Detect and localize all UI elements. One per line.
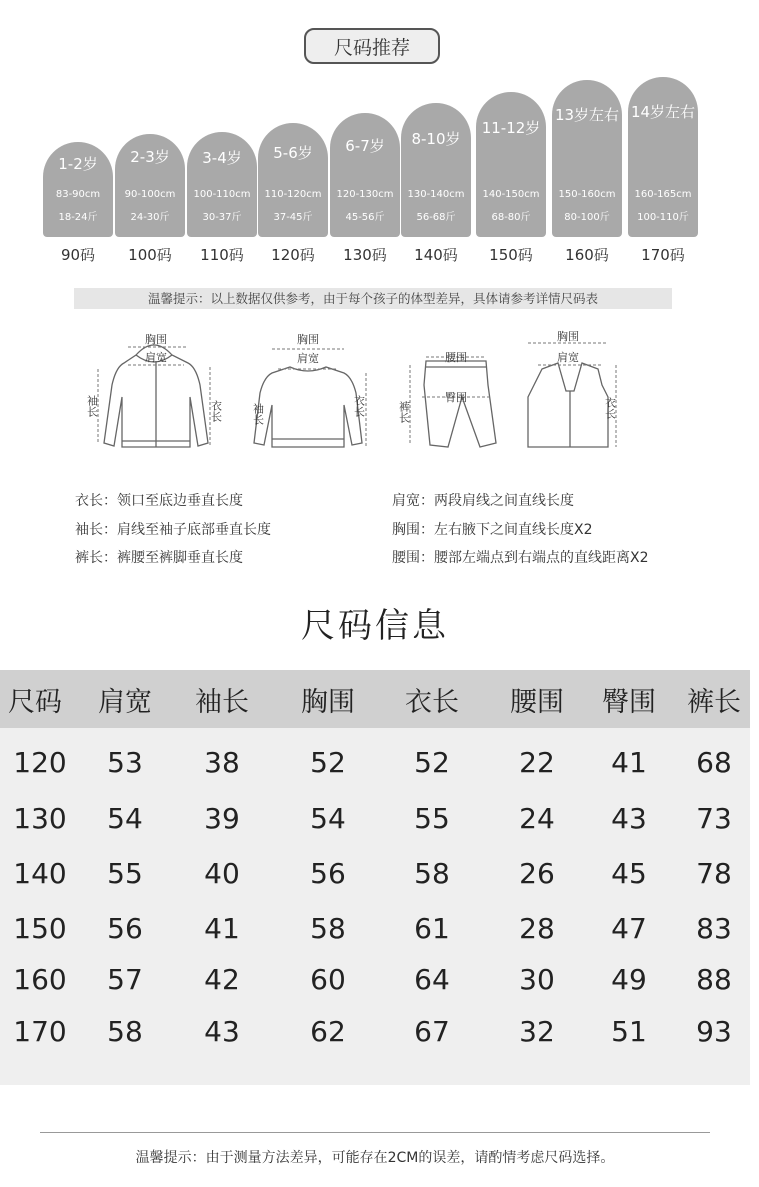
- arch-weight: 37-45斤: [273, 212, 313, 223]
- definition-chest: 胸围：左右腋下之间直线长度X2: [392, 522, 593, 538]
- table-cell: 55: [107, 857, 143, 890]
- arch-weight: 80-100斤: [564, 212, 610, 223]
- table-cell: 38: [204, 746, 240, 779]
- arch-code: 120码: [271, 246, 315, 264]
- table-cell: 68: [696, 746, 732, 779]
- table-cell: 22: [519, 746, 555, 779]
- sweater-length-label: 衣长: [352, 395, 366, 417]
- size-arch: [115, 134, 185, 237]
- table-cell: 88: [696, 963, 732, 996]
- sweater-diagram: [252, 325, 374, 455]
- table-header-cell: 肩宽: [98, 687, 152, 718]
- arch-weight: 30-37斤: [202, 212, 242, 223]
- arch-age: 2-3岁: [130, 148, 170, 166]
- sweater-shoulder-label: 肩宽: [297, 352, 319, 365]
- arch-height: 160-165cm: [634, 189, 692, 200]
- table-cell: 45: [611, 857, 647, 890]
- arch-code: 90码: [60, 246, 96, 264]
- jacket-chest-label: 胸围: [145, 333, 167, 346]
- arch-code: 100码: [128, 246, 172, 264]
- table-cell: 58: [107, 1015, 143, 1048]
- sweater-sleeve-label: 袖长: [251, 403, 265, 425]
- section-title-size-recommend: 尺码推荐: [304, 28, 440, 64]
- definition-pants: 裤长：裤腰至裤脚垂直长度: [75, 550, 243, 566]
- footer-divider: [40, 1132, 710, 1133]
- vest-chest-label: 胸围: [557, 330, 579, 343]
- table-header-cell: 腰围: [510, 687, 564, 718]
- pants-length-label: 裤长: [397, 401, 411, 423]
- arch-weight: 24-30斤: [130, 212, 170, 223]
- size-arch: [330, 113, 400, 237]
- table-cell: 57: [107, 963, 143, 996]
- arch-height: 110-120cm: [264, 189, 322, 200]
- table-cell: 55: [414, 802, 450, 835]
- table-cell: 54: [107, 802, 143, 835]
- table-cell: 28: [519, 912, 555, 945]
- arch-weight: 18-24斤: [58, 212, 98, 223]
- arch-height: 130-140cm: [407, 189, 465, 200]
- tip-bar: 温馨提示：以上数据仅供参考，由于每个孩子的体型差异，具体请参考详情尺码表: [74, 288, 672, 309]
- table-cell: 41: [611, 746, 647, 779]
- footer-tip: 温馨提示：由于测量方法差异，可能存在2CM的误差，请酌情考虑尺码选择。: [135, 1150, 615, 1166]
- jacket-diagram: [85, 325, 223, 455]
- table-header-cell: 袖长: [195, 687, 249, 718]
- table-cell: 52: [414, 746, 450, 779]
- arch-height: 83-90cm: [55, 189, 101, 200]
- table-cell: 120: [13, 746, 67, 779]
- table-cell: 43: [611, 802, 647, 835]
- table-cell: 64: [414, 963, 450, 996]
- definition-waist: 腰围：腰部左端点到右端点的直线距离X2: [392, 550, 649, 566]
- pants-diagram: [397, 325, 508, 455]
- table-cell: 39: [204, 802, 240, 835]
- size-arch: [552, 80, 622, 237]
- table-header-cell: 尺码: [8, 687, 62, 718]
- table-cell: 49: [611, 963, 647, 996]
- arch-code: 150码: [489, 246, 533, 264]
- pants-hip-label: 臀围: [445, 391, 467, 404]
- arch-height: 100-110cm: [193, 189, 251, 200]
- size-arch: [628, 77, 698, 237]
- table-cell: 43: [204, 1015, 240, 1048]
- table-cell: 130: [13, 802, 67, 835]
- table-cell: 160: [13, 963, 67, 996]
- table-cell: 40: [204, 857, 240, 890]
- table-cell: 24: [519, 802, 555, 835]
- size-arch: [187, 132, 257, 237]
- arch-age: 13岁左右: [554, 106, 620, 124]
- arch-code: 110码: [200, 246, 244, 264]
- arch-code: 140码: [414, 246, 458, 264]
- vest-diagram: [518, 325, 626, 455]
- table-cell: 54: [310, 802, 346, 835]
- table-cell: 58: [310, 912, 346, 945]
- table-cell: 42: [204, 963, 240, 996]
- arch-weight: 100-110斤: [637, 212, 689, 223]
- arch-weight: 56-68斤: [416, 212, 456, 223]
- table-header-cell: 衣长: [405, 687, 459, 718]
- table-cell: 62: [310, 1015, 346, 1048]
- table-cell: 73: [696, 802, 732, 835]
- table-cell: 83: [696, 912, 732, 945]
- table-cell: 140: [13, 857, 67, 890]
- table-cell: 47: [611, 912, 647, 945]
- definition-shoulder: 肩宽：两段肩线之间直线长度: [392, 493, 574, 509]
- arch-code: 160码: [565, 246, 609, 264]
- table-header-cell: 裤长: [687, 687, 741, 718]
- arch-weight: 68-80斤: [491, 212, 531, 223]
- arch-height: 140-150cm: [482, 189, 540, 200]
- arch-age: 5-6岁: [273, 144, 313, 162]
- arch-age: 14岁左右: [630, 103, 696, 121]
- arch-height: 120-130cm: [336, 189, 394, 200]
- table-cell: 32: [519, 1015, 555, 1048]
- arch-age: 11-12岁: [481, 119, 541, 137]
- sweater-chest-label: 胸围: [297, 333, 319, 346]
- jacket-length-label: 衣长: [209, 400, 223, 422]
- arch-age: 8-10岁: [411, 130, 461, 148]
- arch-height: 90-100cm: [124, 189, 176, 200]
- table-cell: 58: [414, 857, 450, 890]
- table-cell: 56: [107, 912, 143, 945]
- vest-length-label: 衣长: [603, 397, 617, 419]
- jacket-shoulder-label: 肩宽: [145, 351, 167, 364]
- size-arch: [476, 92, 546, 237]
- table-cell: 170: [13, 1015, 67, 1048]
- table-cell: 41: [204, 912, 240, 945]
- table-cell: 56: [310, 857, 346, 890]
- arch-weight: 45-56斤: [345, 212, 385, 223]
- section-title-size-info: 尺码信息: [301, 606, 449, 646]
- table-cell: 61: [414, 912, 450, 945]
- jacket-sleeve-label: 袖长: [85, 395, 99, 417]
- vest-shoulder-label: 肩宽: [557, 351, 579, 364]
- table-cell: 53: [107, 746, 143, 779]
- definition-sleeve: 袖长：肩线至袖子底部垂直长度: [75, 522, 271, 538]
- table-cell: 93: [696, 1015, 732, 1048]
- table-cell: 60: [310, 963, 346, 996]
- table-cell: 150: [13, 912, 67, 945]
- table-header-cell: 胸围: [301, 687, 355, 718]
- arch-height: 150-160cm: [558, 189, 616, 200]
- table-cell: 30: [519, 963, 555, 996]
- table-cell: 51: [611, 1015, 647, 1048]
- arch-age: 3-4岁: [202, 149, 242, 167]
- arch-age: 1-2岁: [58, 155, 98, 173]
- size-arch: [43, 142, 113, 237]
- table-cell: 67: [414, 1015, 450, 1048]
- table-cell: 52: [310, 746, 346, 779]
- table-header-cell: 臀围: [602, 687, 656, 718]
- size-arch: [258, 123, 328, 237]
- table-cell: 26: [519, 857, 555, 890]
- size-arch: [401, 103, 471, 237]
- arch-code: 130码: [343, 246, 387, 264]
- arch-code: 170码: [641, 246, 685, 264]
- definition-length: 衣长：领口至底边垂直长度: [75, 493, 243, 509]
- arch-age: 6-7岁: [345, 137, 385, 155]
- table-cell: 78: [696, 857, 732, 890]
- pants-waist-label: 腰围: [445, 351, 467, 364]
